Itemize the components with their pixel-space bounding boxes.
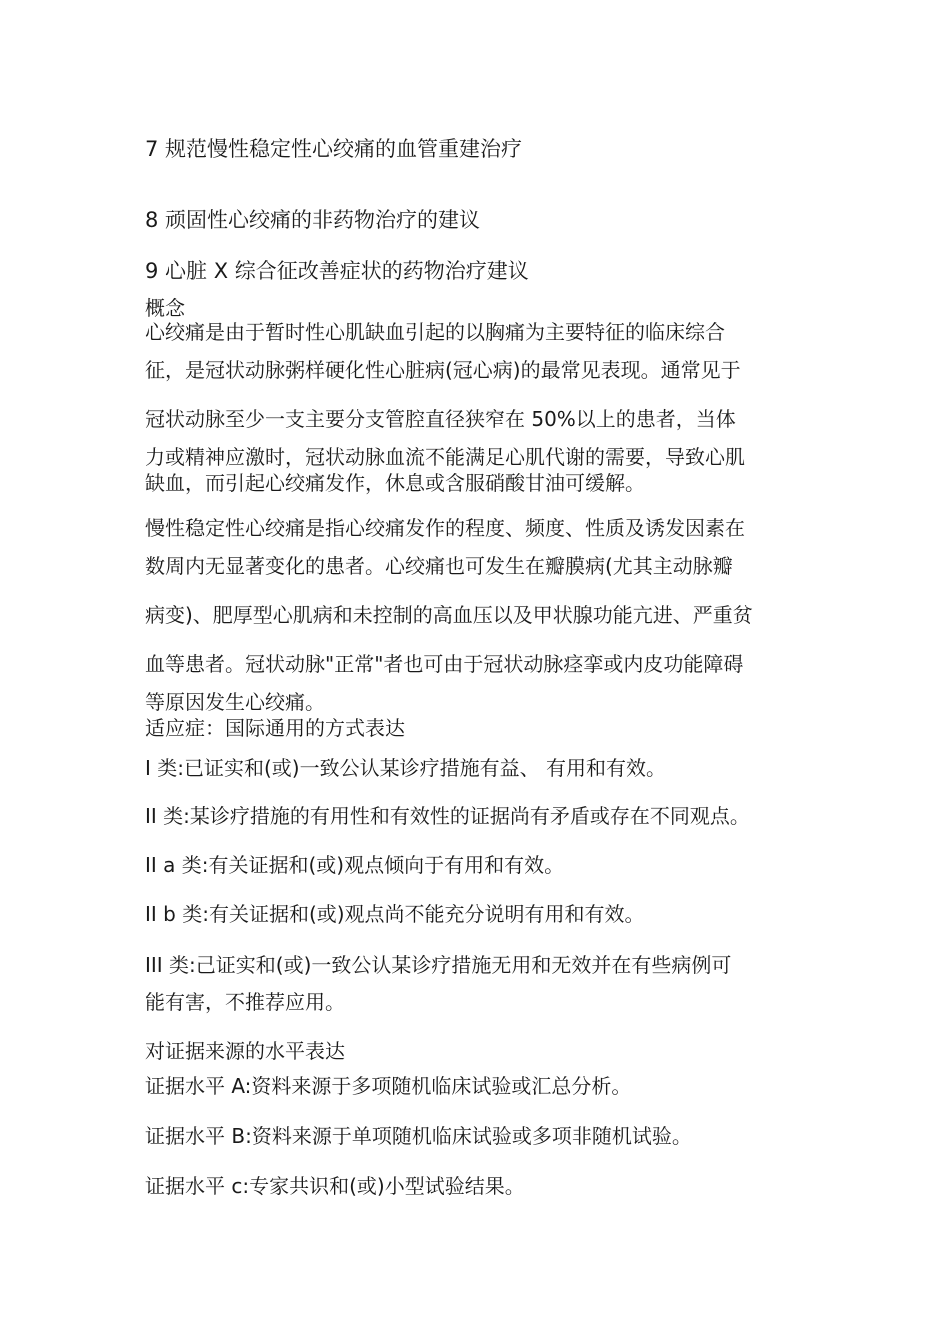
heading-9: 9 心脏 X 综合征改善症状的药物治疗建议	[145, 259, 529, 283]
evidence-level-a: 证据水平 A:资料来源于多项随机临床试验或汇总分析。	[145, 1074, 632, 1098]
concept-para1-line: 缺血，而引起心绞痛发作，休息或含服硝酸甘油可缓解。	[145, 471, 645, 495]
indications-label: 适应症：国际通用的方式表达	[145, 716, 405, 740]
concept-para2-line: 等原因发生心绞痛。	[145, 690, 325, 714]
concept-para2-line: 慢性稳定性心绞痛是指心绞痛发作的程度、频度、性质及诱发因素在	[145, 516, 745, 540]
concept-para2-line: 数周内无显著变化的患者。心绞痛也可发生在瓣膜病(尤其主动脉瓣	[145, 554, 733, 578]
concept-para1-line: 力或精神应激时，冠状动脉血流不能满足心肌代谢的需要，导致心肌	[145, 445, 745, 469]
indication-class-iib: II b 类:有关证据和(或)观点尚不能充分说明有用和有效。	[145, 902, 645, 926]
evidence-label: 对证据来源的水平表达	[145, 1039, 345, 1063]
concept-para1-line: 冠状动脉至少一支主要分支管腔直径狭窄在 50%以上的患者，当体	[145, 407, 736, 431]
indication-class-iia: II a 类:有关证据和(或)观点倾向于有用和有效。	[145, 853, 565, 877]
heading-8: 8 顽固性心绞痛的非药物治疗的建议	[145, 208, 481, 232]
concept-label: 概念	[145, 296, 185, 320]
concept-para1-line: 征，是冠状动脉粥样硬化性心脏病(冠心病)的最常见表现。通常见于	[145, 358, 741, 382]
concept-para2-line: 病变)、肥厚型心肌病和未控制的高血压以及甲状腺功能亢进、严重贫	[145, 603, 753, 627]
indication-class-ii: II 类:某诊疗措施的有用性和有效性的证据尚有矛盾或存在不同观点。	[145, 804, 750, 828]
indication-class-i: I 类:已证实和(或)一致公认某诊疗措施有益、 有用和有效。	[145, 756, 666, 780]
indication-class-iii-cont: 能有害，不推荐应用。	[145, 990, 345, 1014]
evidence-level-c: 证据水平 c:专家共识和(或)小型试验结果。	[145, 1174, 525, 1198]
indication-class-iii: III 类:己证实和(或)一致公认某诊疗措施无用和无效并在有些病例可	[145, 953, 732, 977]
evidence-level-b: 证据水平 B:资料来源于单项随机临床试验或多项非随机试验。	[145, 1124, 692, 1148]
concept-para1-line: 心绞痛是由于暂时性心肌缺血引起的以胸痛为主要特征的临床综合	[145, 320, 725, 344]
concept-para2-line: 血等患者。冠状动脉"正常"者也可由于冠状动脉痉挛或内皮功能障碍	[145, 652, 744, 676]
heading-7: 7 规范慢性稳定性心绞痛的血管重建治疗	[145, 137, 523, 161]
